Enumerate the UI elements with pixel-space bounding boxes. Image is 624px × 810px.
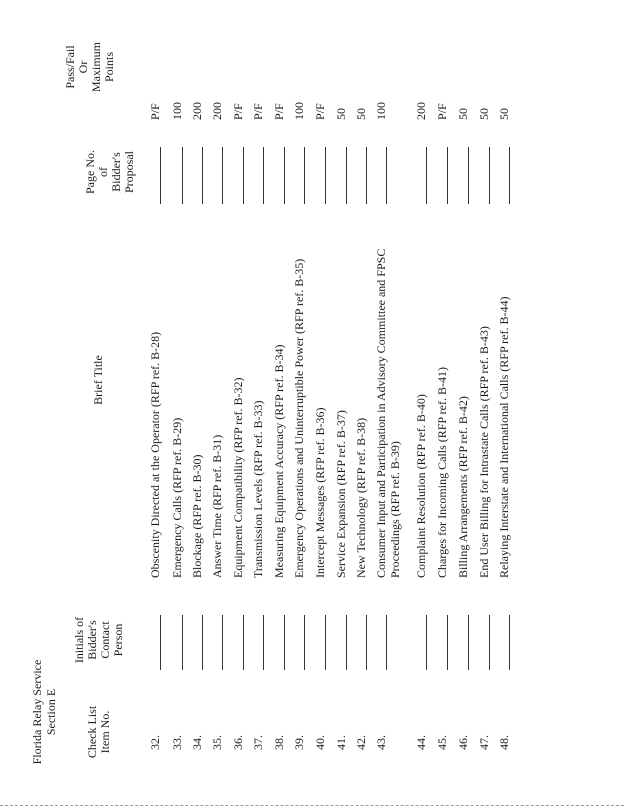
- page-no-blank[interactable]: [468, 147, 469, 204]
- page-no-blank[interactable]: [386, 147, 387, 204]
- points-value: P/F: [148, 103, 162, 120]
- item-number: 45.: [435, 735, 449, 750]
- row-title: Answer Time (RFP ref. B-31): [210, 434, 224, 578]
- points-value: 50: [477, 108, 491, 120]
- page-no-blank[interactable]: [284, 147, 285, 204]
- item-number: 43.: [374, 735, 388, 750]
- col-header-points-line2: Or: [76, 60, 90, 74]
- initials-blank[interactable]: [222, 615, 223, 670]
- item-number: 35.: [210, 735, 224, 750]
- row-title: Relaying Interstate and International Calls (RFP ref. B-44): [497, 296, 511, 578]
- initials-blank[interactable]: [426, 615, 427, 670]
- points-value: 100: [170, 102, 184, 120]
- initials-blank[interactable]: [447, 615, 448, 670]
- col-header-item-no-line2: Item No.: [98, 710, 112, 754]
- points-value: 50: [497, 108, 511, 120]
- col-header-initials-line4: Person: [111, 623, 125, 657]
- page-no-blank[interactable]: [509, 147, 510, 204]
- points-value: 100: [292, 102, 306, 120]
- page-no-blank[interactable]: [426, 147, 427, 204]
- col-header-page-no-line4: Proposal: [122, 151, 136, 193]
- page-no-blank[interactable]: [325, 147, 326, 204]
- item-number: 40.: [313, 735, 327, 750]
- page-no-blank[interactable]: [243, 147, 244, 204]
- page-no-blank[interactable]: [263, 147, 264, 204]
- row-title: Billing Arrangements (RFP ref. B-42): [456, 396, 470, 578]
- initials-blank[interactable]: [366, 615, 367, 670]
- item-number: 39.: [292, 735, 306, 750]
- page-no-blank[interactable]: [160, 147, 161, 204]
- col-header-initials-line3: Contact: [98, 621, 112, 659]
- row-title-continued: Proceedings (RFP ref. B-39): [388, 441, 402, 578]
- points-value: 100: [374, 102, 388, 120]
- col-header-title: Brief Title: [91, 355, 105, 405]
- col-header-page-no-line1: Page No.: [83, 150, 97, 194]
- points-value: 50: [456, 108, 470, 120]
- row-title: Complaint Resolution (RFP ref. B-40): [414, 394, 428, 578]
- page-no-blank[interactable]: [489, 147, 490, 204]
- initials-blank[interactable]: [489, 615, 490, 670]
- page-bottom-rule: [0, 805, 624, 806]
- item-number: 44.: [414, 735, 428, 750]
- initials-blank[interactable]: [468, 615, 469, 670]
- col-header-page-no-line3: Bidder's: [109, 152, 123, 192]
- row-title: Emergency Operations and Uninterruptible Power (RFP ref. B-35): [292, 258, 306, 578]
- item-number: 42.: [354, 735, 368, 750]
- page-no-blank[interactable]: [202, 147, 203, 204]
- item-number: 32.: [148, 735, 162, 750]
- col-header-item-no-line1: Check List: [85, 705, 99, 759]
- col-header-initials-line1: Initials of: [72, 616, 86, 664]
- col-header-points-line3: Maximum: [89, 42, 103, 92]
- col-header-initials: [73, 600, 125, 680]
- page-no-blank[interactable]: [182, 147, 183, 204]
- points-value: 200: [414, 102, 428, 120]
- item-number: 38.: [272, 735, 286, 750]
- page-no-blank[interactable]: [346, 147, 347, 204]
- initials-blank[interactable]: [304, 615, 305, 670]
- points-value: P/F: [251, 103, 265, 120]
- row-title: Emergency Calls (RFP ref. B-29): [170, 417, 184, 578]
- col-header-item-no: [86, 692, 112, 772]
- row-title: Measuring Equipment Accuracy (RFP ref. B-34): [272, 344, 286, 578]
- page-no-blank[interactable]: [366, 147, 367, 204]
- initials-blank[interactable]: [160, 615, 161, 670]
- row-title: Blockage (RFP ref. B-30): [190, 454, 204, 578]
- initials-blank[interactable]: [346, 615, 347, 670]
- row-title: End User Billing for Intrastate Calls (RFP ref. B-43): [477, 326, 491, 578]
- points-value: 50: [334, 108, 348, 120]
- section-label: Section E: [44, 688, 58, 736]
- row-title: Obscenity Directed at the Operator (RFP ref. B-28): [148, 331, 162, 578]
- points-value: P/F: [272, 103, 286, 120]
- initials-blank[interactable]: [263, 615, 264, 670]
- initials-blank[interactable]: [182, 615, 183, 670]
- row-title: New Technology (RFP ref. B-38): [354, 417, 368, 578]
- points-value: P/F: [435, 103, 449, 120]
- item-number: 41.: [334, 735, 348, 750]
- initials-blank[interactable]: [386, 615, 387, 670]
- row-title: Transmission Levels (RFP ref. B-33): [251, 400, 265, 578]
- col-header-points-line4: Points: [102, 52, 116, 83]
- row-title: Equipment Compatibility (RFP ref. B-32): [231, 377, 245, 578]
- points-value: P/F: [231, 103, 245, 120]
- col-header-points-line1: Pass/Fail: [63, 45, 77, 89]
- col-header-initials-line2: Bidder's: [85, 620, 99, 660]
- points-value: 50: [354, 108, 368, 120]
- item-number: 36.: [231, 735, 245, 750]
- initials-blank[interactable]: [509, 615, 510, 670]
- item-number: 37.: [251, 735, 265, 750]
- points-value: 200: [190, 102, 204, 120]
- item-number: 34.: [190, 735, 204, 750]
- row-title: Service Expansion (RFP ref. B-37): [334, 410, 348, 578]
- initials-blank[interactable]: [202, 615, 203, 670]
- col-header-page-no: [84, 132, 136, 212]
- col-header-page-no-line2: of: [96, 167, 110, 177]
- points-value: 200: [210, 102, 224, 120]
- item-number: 46.: [456, 735, 470, 750]
- row-title: Charges for Incoming Calls (RFP ref. B-41): [435, 367, 449, 578]
- row-title: Consumer Input and Participation in Advisory Committee and FPSC: [374, 248, 388, 578]
- item-number: 33.: [170, 735, 184, 750]
- initials-blank[interactable]: [243, 615, 244, 670]
- points-value: P/F: [313, 103, 327, 120]
- page-no-blank[interactable]: [304, 147, 305, 204]
- initials-blank[interactable]: [325, 615, 326, 670]
- initials-blank[interactable]: [284, 615, 285, 670]
- item-number: 48.: [497, 735, 511, 750]
- row-title: Intercept Messages (RFP ref. B-36): [313, 407, 327, 578]
- page-no-blank[interactable]: [222, 147, 223, 204]
- item-number: 47.: [477, 735, 491, 750]
- doc-title: Florida Relay Service: [30, 659, 44, 765]
- col-header-points: [64, 27, 116, 107]
- page-no-blank[interactable]: [447, 147, 448, 204]
